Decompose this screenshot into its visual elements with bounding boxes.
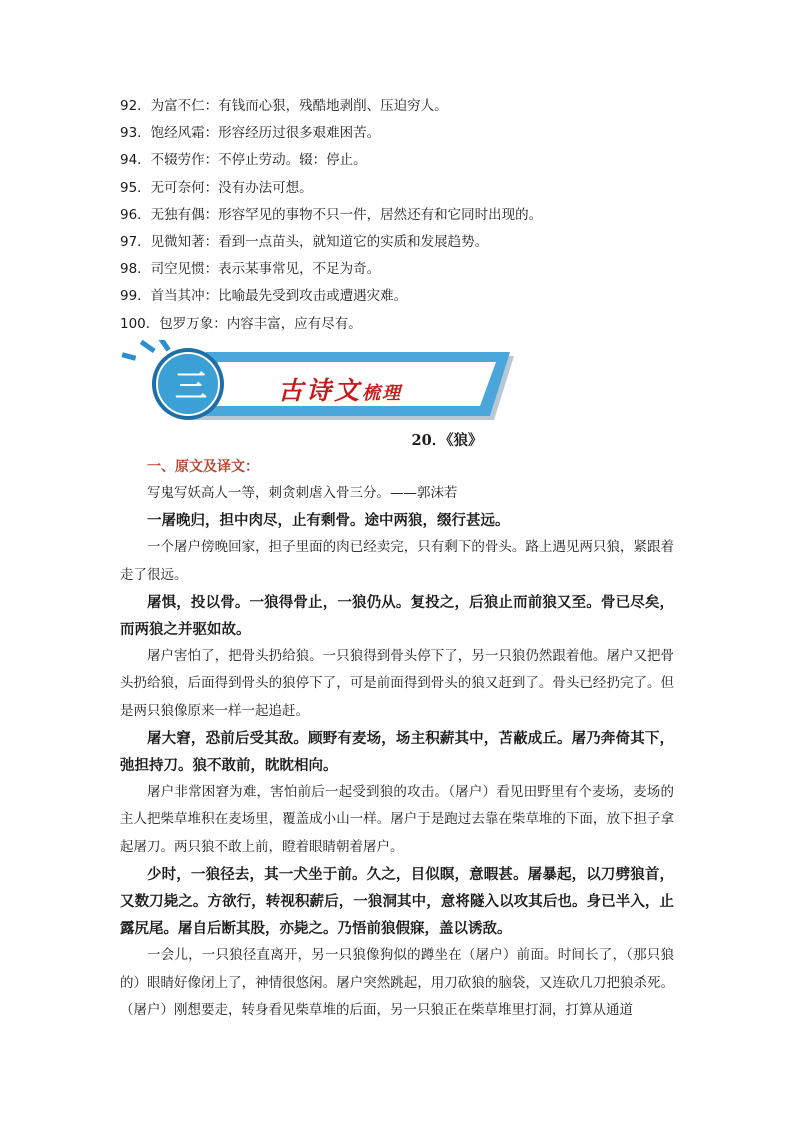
list-item: 96．无独有偶：形容罕见的事物不只一件，居然还有和它同时出现的。 bbox=[120, 206, 543, 223]
section-title: 20．《狼》 bbox=[411, 432, 483, 449]
paragraph-translation: 一会儿，一只狼径直离开，另一只狼像狗似的蹲坐在（屠户）前面。时间长了，（那只狼的）眼睛好像闭上了，神情很悠闲。屠户突然跳起，用刀砍狼的脑袋，又连砍几刀把狼杀死。（屠户）刚想要走，转身看见柴草堆的后面，另一只狼正在柴草堆里打洞，打算从通道 bbox=[120, 947, 674, 1018]
list-item: 92．为富不仁：有钱而心狠，残酷地剥削、压迫穷人。 bbox=[120, 98, 448, 114]
banner-title bbox=[278, 371, 402, 407]
idiom-list bbox=[120, 93, 680, 338]
paragraph-original: 一屠晚归，担中肉尽，止有剩骨。途中两狼，缀行甚远。 bbox=[147, 512, 510, 530]
paragraph-translation: 一个屠户傍晚回家，担子里面的肉已经卖完，只有剩下的骨头。路上遇见两只狼，紧跟着走了很远。 bbox=[120, 539, 674, 583]
paragraph-translation: 屠户害怕了，把骨头扔给狼。一只狼得到骨头停下了，另一只狼仍然跟着他。屠户又把骨头扔给狼，后面得到骨头的狼停下了，可是前面得到骨头的狼又赶到了。骨头已经扔完了。但是两只狼像原来一样一起追赶。 bbox=[120, 648, 674, 719]
list-item: 93．饱经风霜：形容经历过很多艰难困苦。 bbox=[120, 125, 381, 142]
banner-number: 三 bbox=[174, 367, 207, 405]
paragraph-original: 屠惧，投以骨。一狼得骨止，一狼仍从。复投之，后狼止而前狼又至。骨已尽矣，而两狼之并驱如故。 bbox=[120, 593, 674, 639]
list-item: 97．见微知著：看到一点苗头，就知道它的实质和发展趋势。 bbox=[120, 233, 489, 250]
list-item: 99．首当其冲：比喻最先受到攻击或遭遇灾难。 bbox=[120, 288, 408, 305]
list-item: 95．无可奈何：没有办法可想。 bbox=[120, 179, 313, 196]
article-body bbox=[120, 480, 674, 1024]
paragraph-quote: 写鬼写妖高人一等，刺贪刺虐入骨三分。——郭沫若 bbox=[147, 485, 458, 501]
banner-title-sub: 梳理 bbox=[362, 383, 403, 404]
list-item: 94．不辍劳作：不停止劳动。辍：停止。 bbox=[120, 152, 367, 169]
subheading: 一、原文及译文： bbox=[147, 459, 259, 475]
paragraph-original: 屠大窘，恐前后受其敌。顾野有麦场，场主积薪其中，苫蔽成丘。屠乃奔倚其下，弛担持刀。狼不敢前，眈眈相向。 bbox=[120, 729, 674, 775]
paragraph-translation: 屠户非常困窘为难，害怕前后一起受到狼的攻击。（屠户）看见田野里有个麦场，麦场的主人把柴草堆积在麦场里，覆盖成小山一样。屠户于是跑过去靠在柴草堆的下面，放下担子拿起屠刀。两只狼不敢上前，瞪着眼睛朝着屠户。 bbox=[120, 784, 674, 855]
list-item: 98．司空见惯：表示某事常见，不足为奇。 bbox=[120, 261, 381, 278]
paragraph-original: 少时，一狼径去，其一犬坐于前。久之，目似瞑，意暇甚。屠暴起，以刀劈狼首，又数刀毙之。方欲行，转视积薪后，一狼洞其中，意将隧入以攻其后也。身已半入，止露尻尾。屠自后断其股，亦毙之。乃悟前狼假寐，盖以诱敌。 bbox=[120, 865, 674, 938]
banner-title-main: 古诗文 bbox=[278, 376, 363, 405]
list-item: 100．包罗万象：内容丰富，应有尽有。 bbox=[120, 315, 362, 332]
